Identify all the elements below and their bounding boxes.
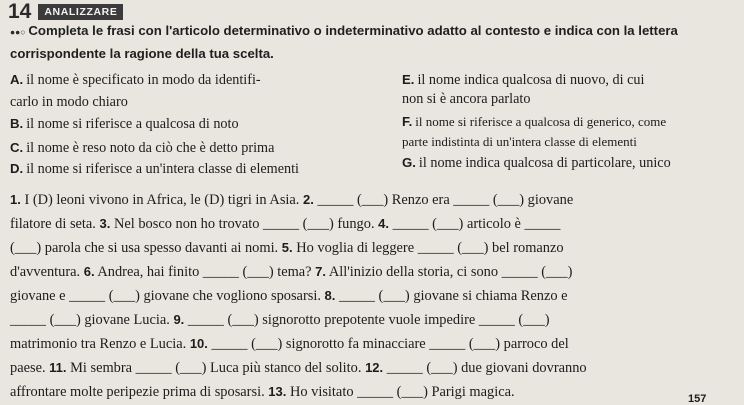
text-line: (___) parola che si usa spesso davanti ai nomi. 5. Ho voglia di leggere _____ (___) bel romanzo (10, 240, 564, 256)
option-g: G. il nome indica qualcosa di particolare, unico (402, 155, 671, 171)
text-line: d'avventura. 6. Andrea, hai finito _____ (___) tema? 7. All'inizio della storia, ci sono _____ (___) (10, 264, 573, 280)
option-a: A. il nome è specificato in modo da identifi- (10, 72, 261, 88)
instruction-line-2: corrispondente la ragione della tua scelta. (10, 46, 274, 61)
option-e-cont: non si è ancora parlato (402, 91, 531, 107)
option-b: B. il nome si riferisce a qualcosa di noto (10, 116, 239, 132)
option-a-cont: carlo in modo chiaro (10, 94, 128, 110)
option-d: D. il nome si riferisce a un'intera classe di elementi (10, 161, 299, 177)
options-list (10, 64, 738, 184)
text-line: affrontare molte peripezie prima di sposarsi. 13. Ho visitato _____ (___) Parigi magica. (10, 384, 515, 400)
option-e: E. il nome indica qualcosa di nuovo, di cui (402, 72, 645, 88)
option-c: C. il nome è reso noto da ciò che è detto prima (10, 140, 275, 156)
difficulty-dots-icon: ●●○ (10, 27, 26, 37)
text-line: _____ (___) giovane Lucia. 9. _____ (___) signorotto prepotente vuole impedire _____ (___) (10, 312, 550, 328)
page-number: 157 (688, 393, 707, 405)
text-line: filatore di seta. 3. Nel bosco non ho trovato _____ (___) fungo. 4. _____ (___) articolo è _____ (10, 216, 561, 232)
exercise-number: 14 (8, 0, 32, 23)
exercise-text (10, 188, 736, 404)
exercise-header (8, 2, 123, 22)
instruction-line-1: Completa le frasi con l'articolo determinativo o indeterminativo adatto al contesto e indica con la lettera (28, 23, 678, 38)
text-line: 1. I (D) leoni vivono in Africa, le (D) tigri in Asia. 2. _____ (___) Renzo era _____ (___) giovane (10, 192, 574, 208)
option-f: F. il nome si riferisce a qualcosa di generico, come (402, 114, 667, 129)
text-line: matrimonio tra Renzo e Lucia. 10. _____ (___) signorotto fa minacciare _____ (___) parroco del (10, 336, 569, 352)
text-line: giovane e _____ (___) giovane che vogliono sposarsi. 8. _____ (___) giovane si chiama Renzo e (10, 288, 568, 304)
instruction (10, 20, 738, 64)
skill-badge: ANALIZZARE (38, 4, 123, 20)
text-line: paese. 11. Mi sembra _____ (___) Luca più stanco del solito. 12. _____ (___) due giovani dovranno (10, 360, 587, 376)
option-f-cont: parte indistinta di un'intera classe di elementi (402, 134, 637, 149)
